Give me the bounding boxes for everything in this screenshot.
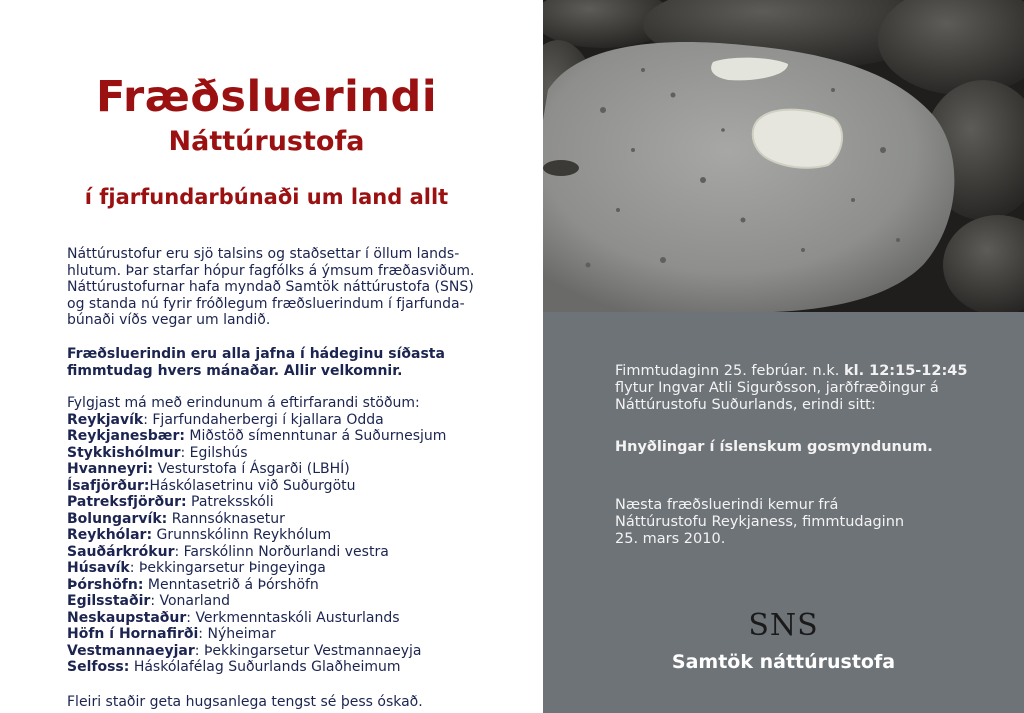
next-event-line: 25. mars 2010. — [615, 531, 726, 547]
station-venue: Nýheimar — [207, 626, 276, 642]
next-event-line: Náttúrustofu Reykjaness, fimmtudaginn — [615, 514, 905, 530]
station-venue: Patreksskóli — [191, 494, 274, 510]
schedule-note: Fræðsluerindin eru alla jafna í hádeginu síðasta fimmtudag hvers mánaðar. Allir velkomnir. — [67, 346, 445, 379]
station-venue: Verkmenntaskóli Austurlands — [195, 609, 400, 626]
station-place: Selfoss: — [67, 659, 130, 675]
station-venue: Fjarfundaherbergi í kjallara Odda — [152, 411, 384, 428]
station-place: Bolungarvík: — [67, 510, 168, 527]
station-row — [67, 560, 487, 577]
intro-line: búnaði víðs vegar um landið. — [67, 312, 271, 328]
station-place: Hvanneyri: — [67, 461, 154, 477]
event-details — [615, 363, 967, 414]
page-subtitle: Náttúrustofa — [168, 126, 365, 157]
station-place: Egilsstaðir — [67, 593, 151, 609]
station-place: Þórshöfn: — [67, 576, 144, 593]
station-venue: Þekkingarsetur Þingeyinga — [138, 560, 326, 576]
station-place: Vestmannaeyjar — [67, 642, 195, 659]
station-venue: Miðstöð símenntunar á Suðurnesjum — [189, 428, 447, 444]
station-venue: Háskólasetrinu við Suðurgötu — [149, 477, 356, 494]
page-tagline: í fjarfundarbúnaði um land allt — [84, 185, 449, 209]
right-panel — [543, 0, 1024, 713]
station-row — [67, 428, 487, 445]
station-venue: Vesturstofa í Ásgarði (LBHÍ) — [157, 461, 350, 477]
station-place: Húsavík — [67, 560, 130, 576]
station-row — [67, 445, 487, 462]
station-separator: : — [180, 444, 190, 461]
station-place: Reykjavík — [67, 411, 144, 428]
station-place: Sauðárkrókur — [67, 543, 175, 560]
station-place: Stykkishólmur — [67, 444, 181, 461]
station-venue: Háskólafélag Suðurlands Glaðheimum — [133, 659, 401, 675]
station-row — [67, 610, 487, 627]
station-separator: : — [129, 560, 139, 576]
stations-list — [67, 395, 487, 676]
station-venue: Þekkingarsetur Vestmannaeyja — [203, 642, 422, 659]
station-separator: : — [150, 593, 160, 609]
event-date: Fimmtudaginn 25. febrúar. n.k. — [615, 363, 844, 379]
intro-paragraph — [67, 246, 487, 329]
station-venue: Menntasetrið á Þórshöfn — [147, 576, 319, 593]
station-venue: Rannsóknasetur — [171, 510, 285, 527]
event-affiliation: Náttúrustofu Suðurlands, erindi sitt: — [615, 397, 876, 413]
station-separator: : — [143, 411, 153, 428]
station-row — [67, 577, 487, 594]
intro-line: hlutum. Þar starfar hópur fagfólks á ýmsum fræðasviðum. — [67, 262, 475, 279]
station-separator: : — [194, 642, 204, 659]
station-row — [67, 527, 487, 544]
station-row — [67, 593, 487, 610]
station-venue: Grunnskólinn Reykhólum — [156, 527, 332, 543]
intro-line: Náttúrustofurnar hafa myndað Samtök náttúrustofa (SNS) — [67, 279, 474, 295]
station-row — [67, 511, 487, 528]
page-title: Fræðsluerindi — [95, 72, 438, 122]
stations-intro: Fylgjast má með erindunum á eftirfarandi stöðum: — [67, 395, 420, 411]
organization-name: Samtök náttúrustofa — [671, 651, 896, 673]
station-place: Reykhólar: — [67, 527, 153, 543]
station-venue: Vonarland — [159, 593, 230, 609]
next-event-line: Næsta fræðsluerindi kemur frá — [615, 497, 839, 513]
station-row — [67, 643, 487, 660]
station-row — [67, 626, 487, 643]
station-row — [67, 478, 487, 495]
station-place: Höfn í Hornafirði — [67, 626, 199, 642]
station-row — [67, 412, 487, 429]
station-place: Ísafjörður: — [67, 477, 150, 494]
event-speaker: flytur Ingvar Atli Sigurðsson, jarðfræðingur á — [615, 380, 939, 396]
station-separator: : — [174, 543, 184, 560]
event-time: kl. 12:15-12:45 — [843, 363, 968, 379]
station-place: Patreksfjörður: — [67, 494, 187, 510]
station-row — [67, 544, 487, 561]
station-row — [67, 461, 487, 478]
station-place: Reykjanesbær: — [67, 428, 185, 444]
station-row — [67, 494, 487, 511]
station-row — [67, 659, 487, 676]
station-venue: Egilshús — [189, 444, 248, 461]
station-separator: : — [186, 609, 196, 626]
station-separator: : — [198, 626, 208, 642]
footer-note: Fleiri staðir geta hugsanlega tengst sé þess óskað. — [67, 694, 423, 710]
intro-line: Náttúrustofur eru sjö talsins og staðsettar í öllum lands- — [67, 246, 460, 262]
lava-rock-photo — [543, 0, 1024, 312]
talk-title: Hnyðlingar í íslenskum gosmyndunum. — [615, 439, 933, 455]
station-venue: Farskólinn Norðurlandi vestra — [183, 543, 389, 560]
intro-line: og standa nú fyrir fróðlegum fræðsluerindum í fjarfunda- — [67, 295, 465, 312]
sns-logo: SNS — [748, 608, 819, 643]
next-event — [615, 497, 904, 548]
station-place: Neskaupstaður — [67, 609, 187, 626]
